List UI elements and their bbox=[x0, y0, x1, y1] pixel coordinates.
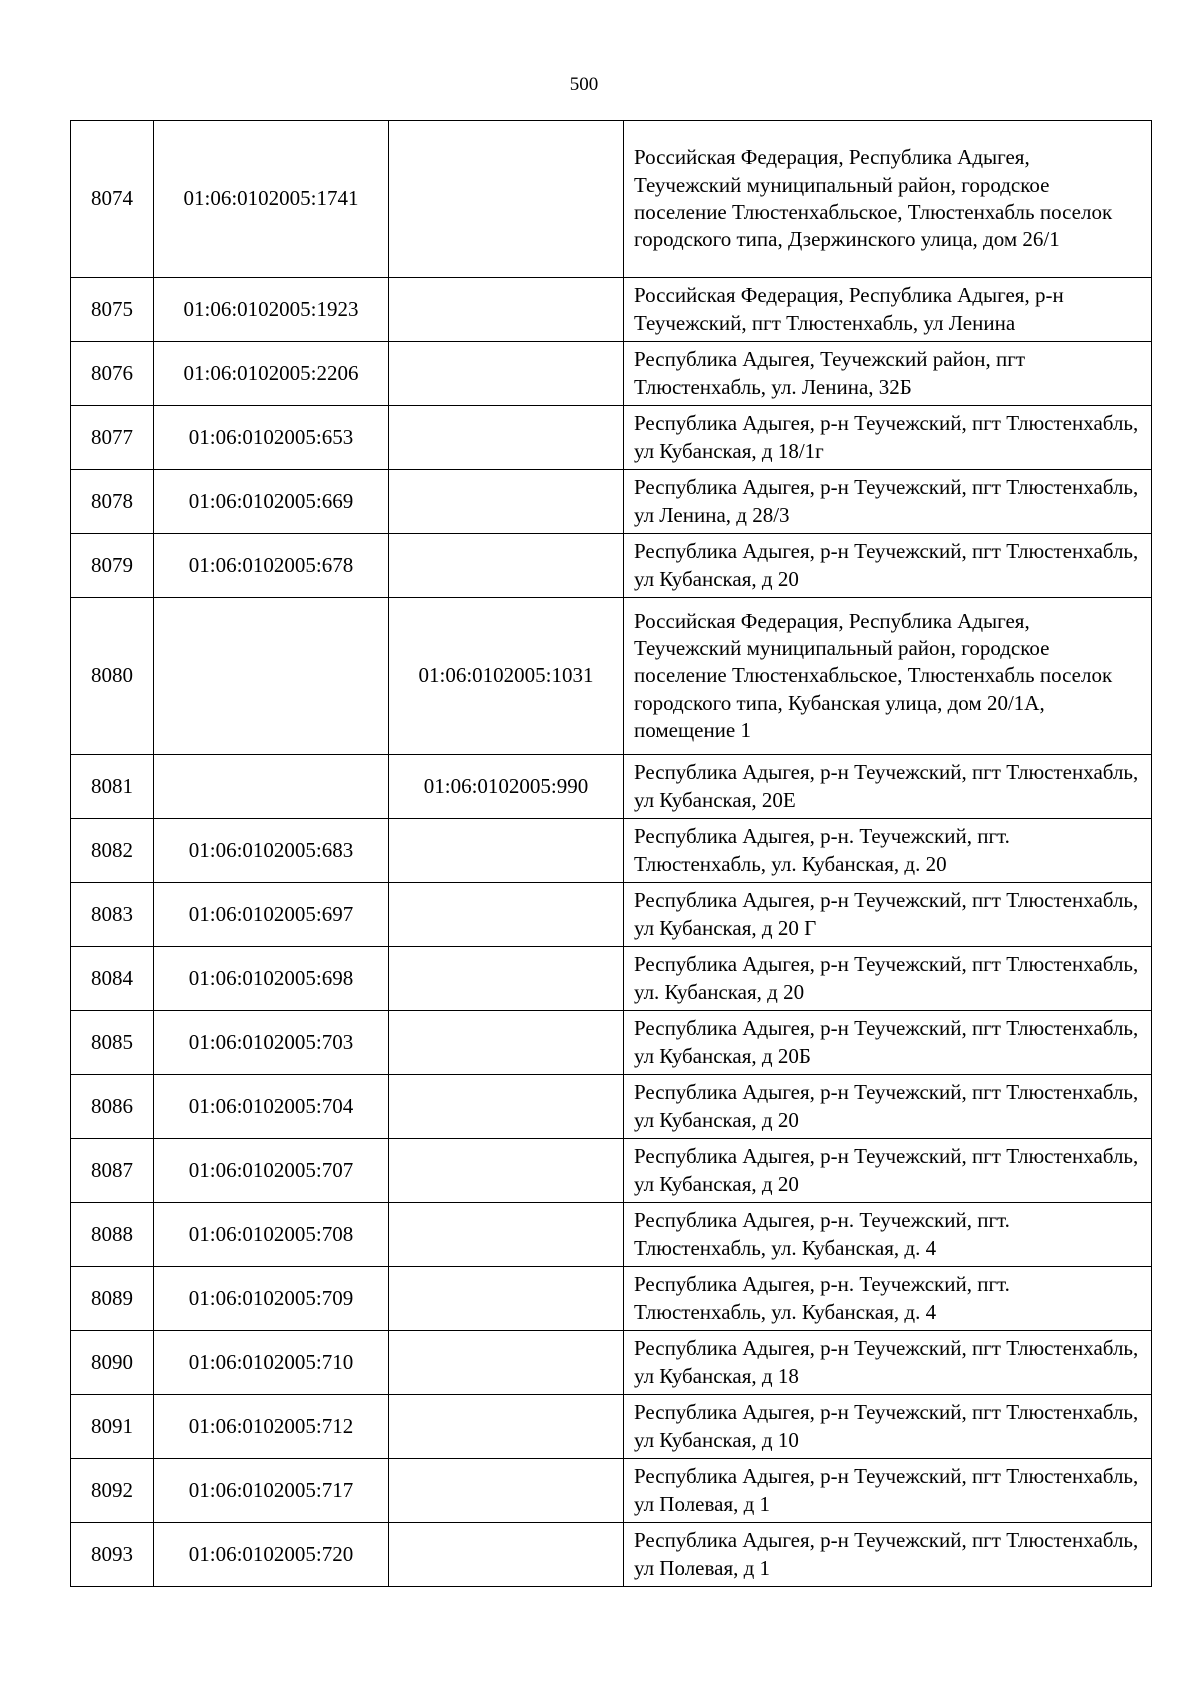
related-cadastral-number-cell: 01:06:0102005:1031 bbox=[389, 598, 624, 755]
related-cadastral-number-cell bbox=[389, 1139, 624, 1203]
cadastral-number-cell: 01:06:0102005:712 bbox=[154, 1395, 389, 1459]
cadastral-number-cell: 01:06:0102005:717 bbox=[154, 1459, 389, 1523]
related-cadastral-number-cell bbox=[389, 1267, 624, 1331]
address-cell: Республика Адыгея, р-н Теучежский, пгт Тлюстенхабль, ул. Кубанская, д 20 bbox=[624, 947, 1152, 1011]
table-row bbox=[71, 819, 1152, 883]
row-number-cell: 8076 bbox=[71, 342, 154, 406]
row-number-cell: 8087 bbox=[71, 1139, 154, 1203]
table-row bbox=[71, 1203, 1152, 1267]
address-cell: Российская Федерация, Республика Адыгея, р-н Теучежский, пгт Тлюстенхабль, ул Ленина bbox=[624, 278, 1152, 342]
related-cadastral-number-cell bbox=[389, 819, 624, 883]
cadastral-number-cell: 01:06:0102005:683 bbox=[154, 819, 389, 883]
cadastral-number-cell: 01:06:0102005:2206 bbox=[154, 342, 389, 406]
address-cell: Республика Адыгея, р-н Теучежский, пгт Тлюстенхабль, ул Кубанская, 20Е bbox=[624, 755, 1152, 819]
table-row bbox=[71, 121, 1152, 278]
table-row bbox=[71, 1331, 1152, 1395]
table-row bbox=[71, 1075, 1152, 1139]
address-cell: Республика Адыгея, р-н Теучежский, пгт Тлюстенхабль, ул Полевая, д 1 bbox=[624, 1523, 1152, 1587]
cadastral-number-cell: 01:06:0102005:697 bbox=[154, 883, 389, 947]
related-cadastral-number-cell bbox=[389, 1459, 624, 1523]
address-cell: Республика Адыгея, р-н Теучежский, пгт Тлюстенхабль, ул Кубанская, д 20 bbox=[624, 1139, 1152, 1203]
cadastral-number-cell: 01:06:0102005:669 bbox=[154, 470, 389, 534]
registry-table bbox=[70, 120, 1152, 1587]
table-row bbox=[71, 755, 1152, 819]
address-cell: Республика Адыгея, р-н Теучежский, пгт Тлюстенхабль, ул Кубанская, д 18 bbox=[624, 1331, 1152, 1395]
row-number-cell: 8089 bbox=[71, 1267, 154, 1331]
related-cadastral-number-cell bbox=[389, 883, 624, 947]
cadastral-number-cell: 01:06:0102005:1741 bbox=[154, 121, 389, 278]
row-number-cell: 8080 bbox=[71, 598, 154, 755]
cadastral-number-cell bbox=[154, 755, 389, 819]
related-cadastral-number-cell bbox=[389, 1203, 624, 1267]
row-number-cell: 8092 bbox=[71, 1459, 154, 1523]
table-row bbox=[71, 1139, 1152, 1203]
address-cell: Российская Федерация, Республика Адыгея, Теучежский муниципальный район, городское поселение Тлюстенхабльское, Тлюстенхабль поселок городского типа, Дзержинского улица, дом 26/1 bbox=[624, 121, 1152, 278]
row-number-cell: 8074 bbox=[71, 121, 154, 278]
cadastral-number-cell: 01:06:0102005:703 bbox=[154, 1011, 389, 1075]
table-row bbox=[71, 1011, 1152, 1075]
row-number-cell: 8082 bbox=[71, 819, 154, 883]
cadastral-number-cell: 01:06:0102005:653 bbox=[154, 406, 389, 470]
row-number-cell: 8086 bbox=[71, 1075, 154, 1139]
address-cell: Республика Адыгея, р-н Теучежский, пгт Тлюстенхабль, ул Кубанская, д 10 bbox=[624, 1395, 1152, 1459]
table-row bbox=[71, 1459, 1152, 1523]
row-number-cell: 8081 bbox=[71, 755, 154, 819]
table-row bbox=[71, 883, 1152, 947]
row-number-cell: 8075 bbox=[71, 278, 154, 342]
table-row bbox=[71, 342, 1152, 406]
table-row bbox=[71, 1267, 1152, 1331]
row-number-cell: 8078 bbox=[71, 470, 154, 534]
address-cell: Республика Адыгея, Теучежский район, пгт Тлюстенхабль, ул. Ленина, 32Б bbox=[624, 342, 1152, 406]
related-cadastral-number-cell bbox=[389, 1011, 624, 1075]
address-cell: Республика Адыгея, р-н Теучежский, пгт Тлюстенхабль, ул Кубанская, д 18/1г bbox=[624, 406, 1152, 470]
address-cell: Республика Адыгея, р-н Теучежский, пгт Тлюстенхабль, ул Кубанская, д 20 bbox=[624, 534, 1152, 598]
cadastral-number-cell: 01:06:0102005:720 bbox=[154, 1523, 389, 1587]
cadastral-number-cell: 01:06:0102005:704 bbox=[154, 1075, 389, 1139]
table-row bbox=[71, 1523, 1152, 1587]
table-row bbox=[71, 598, 1152, 755]
row-number-cell: 8085 bbox=[71, 1011, 154, 1075]
related-cadastral-number-cell bbox=[389, 406, 624, 470]
related-cadastral-number-cell bbox=[389, 1523, 624, 1587]
cadastral-number-cell: 01:06:0102005:708 bbox=[154, 1203, 389, 1267]
related-cadastral-number-cell bbox=[389, 470, 624, 534]
row-number-cell: 8084 bbox=[71, 947, 154, 1011]
cadastral-number-cell: 01:06:0102005:1923 bbox=[154, 278, 389, 342]
row-number-cell: 8093 bbox=[71, 1523, 154, 1587]
table-row bbox=[71, 1395, 1152, 1459]
address-cell: Республика Адыгея, р-н Теучежский, пгт Тлюстенхабль, ул Кубанская, д 20Б bbox=[624, 1011, 1152, 1075]
address-cell: Республика Адыгея, р-н Теучежский, пгт Тлюстенхабль, ул Кубанская, д 20 Г bbox=[624, 883, 1152, 947]
row-number-cell: 8083 bbox=[71, 883, 154, 947]
table-row bbox=[71, 278, 1152, 342]
cadastral-number-cell bbox=[154, 598, 389, 755]
registry-table-body bbox=[71, 121, 1152, 1587]
cadastral-number-cell: 01:06:0102005:678 bbox=[154, 534, 389, 598]
row-number-cell: 8088 bbox=[71, 1203, 154, 1267]
related-cadastral-number-cell bbox=[389, 947, 624, 1011]
related-cadastral-number-cell bbox=[389, 1331, 624, 1395]
address-cell: Республика Адыгея, р-н. Теучежский, пгт. Тлюстенхабль, ул. Кубанская, д. 4 bbox=[624, 1267, 1152, 1331]
row-number-cell: 8091 bbox=[71, 1395, 154, 1459]
table-row bbox=[71, 534, 1152, 598]
row-number-cell: 8079 bbox=[71, 534, 154, 598]
cadastral-number-cell: 01:06:0102005:709 bbox=[154, 1267, 389, 1331]
table-row bbox=[71, 406, 1152, 470]
address-cell: Республика Адыгея, р-н Теучежский, пгт Тлюстенхабль, ул Ленина, д 28/3 bbox=[624, 470, 1152, 534]
cadastral-number-cell: 01:06:0102005:707 bbox=[154, 1139, 389, 1203]
address-cell: Республика Адыгея, р-н. Теучежский, пгт. Тлюстенхабль, ул. Кубанская, д. 4 bbox=[624, 1203, 1152, 1267]
cadastral-number-cell: 01:06:0102005:698 bbox=[154, 947, 389, 1011]
address-cell: Республика Адыгея, р-н Теучежский, пгт Тлюстенхабль, ул Кубанская, д 20 bbox=[624, 1075, 1152, 1139]
table-row bbox=[71, 947, 1152, 1011]
related-cadastral-number-cell bbox=[389, 1075, 624, 1139]
related-cadastral-number-cell bbox=[389, 278, 624, 342]
cadastral-number-cell: 01:06:0102005:710 bbox=[154, 1331, 389, 1395]
related-cadastral-number-cell bbox=[389, 342, 624, 406]
address-cell: Российская Федерация, Республика Адыгея, Теучежский муниципальный район, городское поселение Тлюстенхабльское, Тлюстенхабль поселок городского типа, Кубанская улица, дом 20/1А, помещение 1 bbox=[624, 598, 1152, 755]
address-cell: Республика Адыгея, р-н. Теучежский, пгт. Тлюстенхабль, ул. Кубанская, д. 20 bbox=[624, 819, 1152, 883]
related-cadastral-number-cell bbox=[389, 1395, 624, 1459]
address-cell: Республика Адыгея, р-н Теучежский, пгт Тлюстенхабль, ул Полевая, д 1 bbox=[624, 1459, 1152, 1523]
row-number-cell: 8090 bbox=[71, 1331, 154, 1395]
related-cadastral-number-cell bbox=[389, 534, 624, 598]
table-row bbox=[71, 470, 1152, 534]
page-number: 500 bbox=[569, 74, 599, 95]
row-number-cell: 8077 bbox=[71, 406, 154, 470]
related-cadastral-number-cell bbox=[389, 121, 624, 278]
related-cadastral-number-cell: 01:06:0102005:990 bbox=[389, 755, 624, 819]
